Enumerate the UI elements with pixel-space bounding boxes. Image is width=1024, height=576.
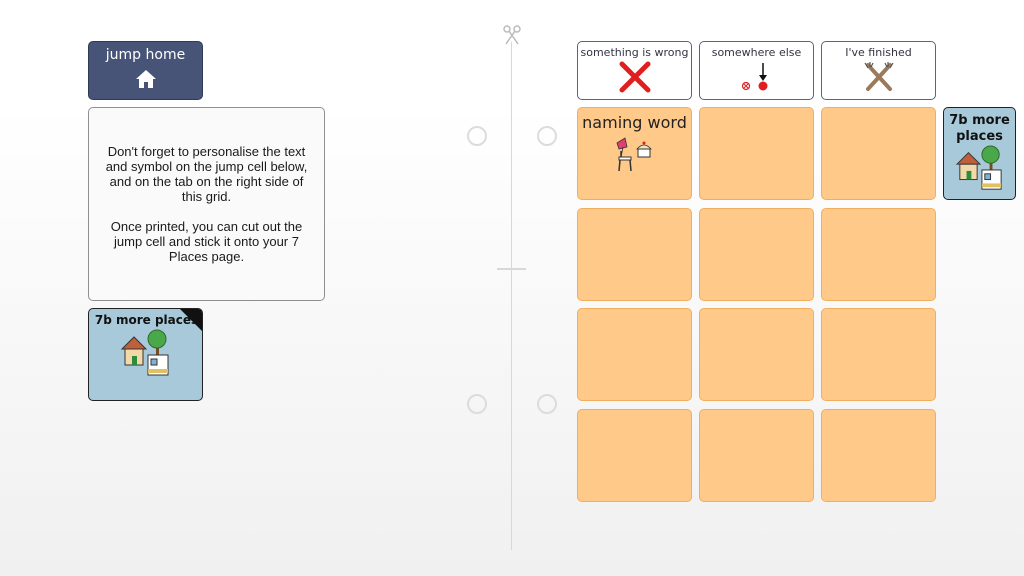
arrow-to-dot-icon: [737, 61, 777, 93]
empty-cell[interactable]: [577, 208, 692, 301]
instructions-note: [88, 107, 325, 301]
empty-cell[interactable]: [699, 409, 814, 502]
note-paragraph-1: Don't forget to personalise the text and symbol on the jump cell below, and on the tab on the right side of this grid.: [105, 144, 308, 204]
punch-hole: [467, 126, 487, 146]
jump-home-button[interactable]: [88, 41, 203, 100]
empty-cell[interactable]: [699, 107, 814, 200]
red-cross-icon: [618, 61, 652, 93]
cut-line: [511, 42, 512, 550]
tab-label: 7b more places: [949, 113, 1010, 144]
home-icon: [135, 69, 157, 89]
jump-cell-label: 7b more places: [94, 313, 199, 327]
empty-cell[interactable]: [821, 208, 936, 301]
jump-cell-7b-more-places[interactable]: [88, 308, 203, 401]
empty-cell[interactable]: [577, 409, 692, 502]
noun-objects-icon: [613, 137, 657, 173]
empty-cell[interactable]: [699, 208, 814, 301]
cell-ive-finished[interactable]: [821, 41, 936, 100]
finished-hands-icon: [862, 61, 896, 93]
jump-corner-marker: [180, 309, 202, 331]
cell-label: I've finished: [845, 46, 912, 59]
house-and-tree-icon: [953, 145, 1007, 193]
cell-something-is-wrong[interactable]: [577, 41, 692, 100]
empty-cell[interactable]: [821, 308, 936, 401]
note-paragraph-2: Once printed, you can cut out the jump cell and stick it onto your 7 Places page.: [110, 219, 303, 264]
jump-home-label: jump home: [105, 47, 186, 63]
cell-naming-word[interactable]: [577, 107, 692, 200]
punch-hole: [467, 394, 487, 414]
tab-7b-more-places[interactable]: [943, 107, 1016, 200]
house-and-tree-icon: [120, 329, 172, 379]
scissors-icon: [503, 25, 521, 45]
empty-cell[interactable]: [577, 308, 692, 401]
fold-mark: [497, 268, 526, 270]
cell-label: naming word: [582, 113, 687, 132]
cell-label: something is wrong: [580, 46, 689, 59]
punch-hole: [537, 394, 557, 414]
cell-somewhere-else[interactable]: [699, 41, 814, 100]
empty-cell[interactable]: [821, 107, 936, 200]
cell-label: somewhere else: [711, 46, 802, 59]
punch-hole: [537, 126, 557, 146]
empty-cell[interactable]: [699, 308, 814, 401]
empty-cell[interactable]: [821, 409, 936, 502]
